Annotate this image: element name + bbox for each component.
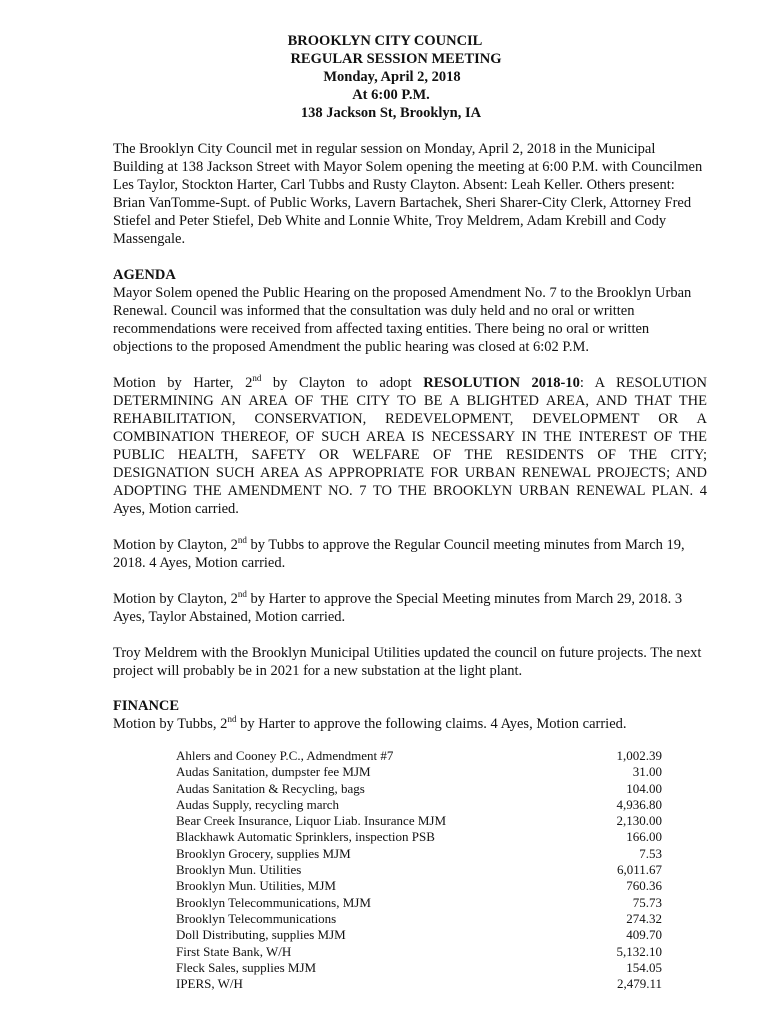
claim-row [176, 781, 662, 797]
header-session-type: REGULAR SESSION MEETING [290, 51, 502, 67]
claim-amount: 760.36 [626, 878, 662, 894]
finance-motion [113, 715, 707, 733]
motion3-ordinal: nd [237, 589, 247, 600]
motion2-ordinal: nd [237, 535, 247, 546]
motion-special-minutes-paragraph [113, 590, 707, 626]
claim-amount: 154.05 [626, 959, 662, 975]
claim-row [176, 813, 662, 829]
claim-row [176, 764, 662, 780]
claim-name: IPERS, W/H [176, 976, 243, 992]
claim-row [176, 976, 662, 992]
claim-name: Brooklyn Telecommunications, MJM [176, 894, 371, 910]
claim-row [176, 829, 662, 845]
claim-row [176, 944, 662, 960]
claim-row [176, 862, 662, 878]
claim-name: First State Bank, W/H [176, 943, 292, 959]
finance-motion-ordinal: nd [227, 714, 237, 725]
header-time: At 6:00 P.M. [352, 87, 430, 103]
claim-amount: 75.73 [632, 894, 662, 910]
agenda-text: Mayor Solem opened the Public Hearing on the proposed Amendment No. 7 to the Brooklyn Urban Renewal. Council was informed that the consultation was duly held and no oral or written recommendations were received from affected taxing entities. There being no oral or written objections to the proposed Amendment the public hearing was closed at 6:02 P.M. [113, 285, 692, 355]
claim-name: Audas Sanitation, dumpster fee MJM [176, 764, 371, 780]
motion-regular-minutes-paragraph [113, 536, 707, 572]
motion1-pre: Motion by Harter, 2 [113, 375, 253, 391]
finance-motion-post: by Harter to approve the following claims. 4 Ayes, Motion carried. [236, 716, 627, 732]
claim-amount: 5,132.10 [616, 943, 662, 959]
claim-amount: 104.00 [626, 780, 662, 796]
claim-name: Brooklyn Telecommunications [176, 910, 337, 926]
agenda-heading: AGENDA [113, 267, 176, 283]
claim-amount: 4,936.80 [616, 796, 662, 812]
motion2-post: by Tubbs to approve the Regular Council meeting minutes from March 19, 2018. 4 Ayes, Motion carried. [113, 537, 685, 571]
claim-name: Ahlers and Cooney P.C., Admendment #7 [176, 748, 394, 763]
claim-row [176, 797, 662, 813]
claim-name: Fleck Sales, supplies MJM [176, 959, 317, 975]
claim-name: Brooklyn Mun. Utilities [176, 862, 302, 878]
claim-amount: 7.53 [639, 845, 662, 861]
agenda-section [113, 266, 707, 356]
motion2-pre: Motion by Clayton, 2 [113, 537, 238, 553]
motion1-mid: by Clayton to adopt [261, 375, 424, 391]
claim-name: Audas Sanitation & Recycling, bags [176, 780, 365, 796]
claim-amount: 1,002.39 [616, 748, 662, 763]
header-address: 138 Jackson St, Brooklyn, IA [300, 105, 482, 121]
claim-amount: 2,479.11 [616, 976, 662, 992]
claims-list [176, 748, 662, 992]
intro-paragraph: The Brooklyn City Council met in regular session on Monday, April 2, 2018 in the Municipal Building at 138 Jackson Street with Mayor Solem opening the meeting at 6:00 P.M. with Councilmen Les Taylor, Stockton Harter, Carl Tubbs and Rusty Clayton. Absent: Leah Keller. Others present: Brian VanTomme-Supt. of Public Works, Lavern Bartachek, Sheri Sharer-City Clerk, Attorney Fred Stiefel and Peter Stiefel, Deb White and Lonnie White, Troy Meldrem, Adam Krebill and Cody Massengale. [113, 141, 703, 247]
claim-row [176, 960, 662, 976]
claim-name: Audas Supply, recycling march [176, 796, 340, 812]
claim-name: Doll Distributing, supplies MJM [176, 927, 346, 943]
resolution-number: RESOLUTION 2018-10 [423, 375, 580, 391]
claim-row [176, 911, 662, 927]
claim-name: Bear Creek Insurance, Liquor Liab. Insurance MJM [176, 813, 447, 829]
motion1-ordinal: nd [252, 373, 262, 384]
claim-row [176, 878, 662, 894]
claim-amount: 166.00 [626, 829, 662, 845]
header-council-name: BROOKLYN CITY COUNCIL [287, 33, 483, 49]
claim-amount: 31.00 [632, 764, 662, 780]
finance-heading: FINANCE [113, 698, 180, 714]
claim-row [176, 927, 662, 943]
claim-amount: 409.70 [626, 927, 662, 943]
finance-motion-pre: Motion by Tubbs, 2 [113, 716, 228, 732]
motion3-pre: Motion by Clayton, 2 [113, 591, 238, 607]
claim-row [176, 748, 662, 764]
claim-row [176, 895, 662, 911]
document-header [0, 32, 770, 122]
claim-row [176, 846, 662, 862]
finance-section [113, 697, 707, 733]
claim-amount: 2,130.00 [616, 813, 662, 829]
claim-name: Brooklyn Grocery, supplies MJM [176, 845, 351, 861]
header-date: Monday, April 2, 2018 [323, 69, 461, 85]
motion3-post: by Harter to approve the Special Meeting minutes from March 29, 2018. 3 Ayes, Taylor Abstained, Motion carried. [113, 591, 683, 625]
motion1-post: : A RESOLUTION DETERMINING AN AREA OF THE CITY TO BE A BLIGHTED AREA, AND THAT THE REHABILITATION, CONSERVATION, REDEVELOPMENT, DEVELOPMENT OR A COMBINATION THEREOF, OF SUCH AREA IS NECESSARY IN THE INTEREST OF THE PUBLIC HEALTH, SAFETY OR WELFARE OF THE RESIDENTS OF THE CITY; DESIGNATION SUCH AREA AS APPROPRIATE FOR URBAN RENEWAL PROJECTS; AND ADOPTING THE AMENDMENT NO. 7 TO THE BROOKLYN URBAN RENEWAL PLAN. 4 Ayes, Motion carried. [113, 375, 707, 517]
utilities-paragraph: Troy Meldrem with the Brooklyn Municipal Utilities updated the council on future projects. The next project will probably be in 2021 for a new substation at the light plant. [113, 645, 702, 679]
claim-amount: 6,011.67 [616, 862, 662, 878]
claim-name: Brooklyn Mun. Utilities, MJM [176, 878, 336, 894]
motion-resolution-paragraph [113, 374, 707, 518]
claim-name: Blackhawk Automatic Sprinklers, inspection PSB [176, 829, 435, 845]
claim-amount: 274.32 [626, 910, 662, 926]
